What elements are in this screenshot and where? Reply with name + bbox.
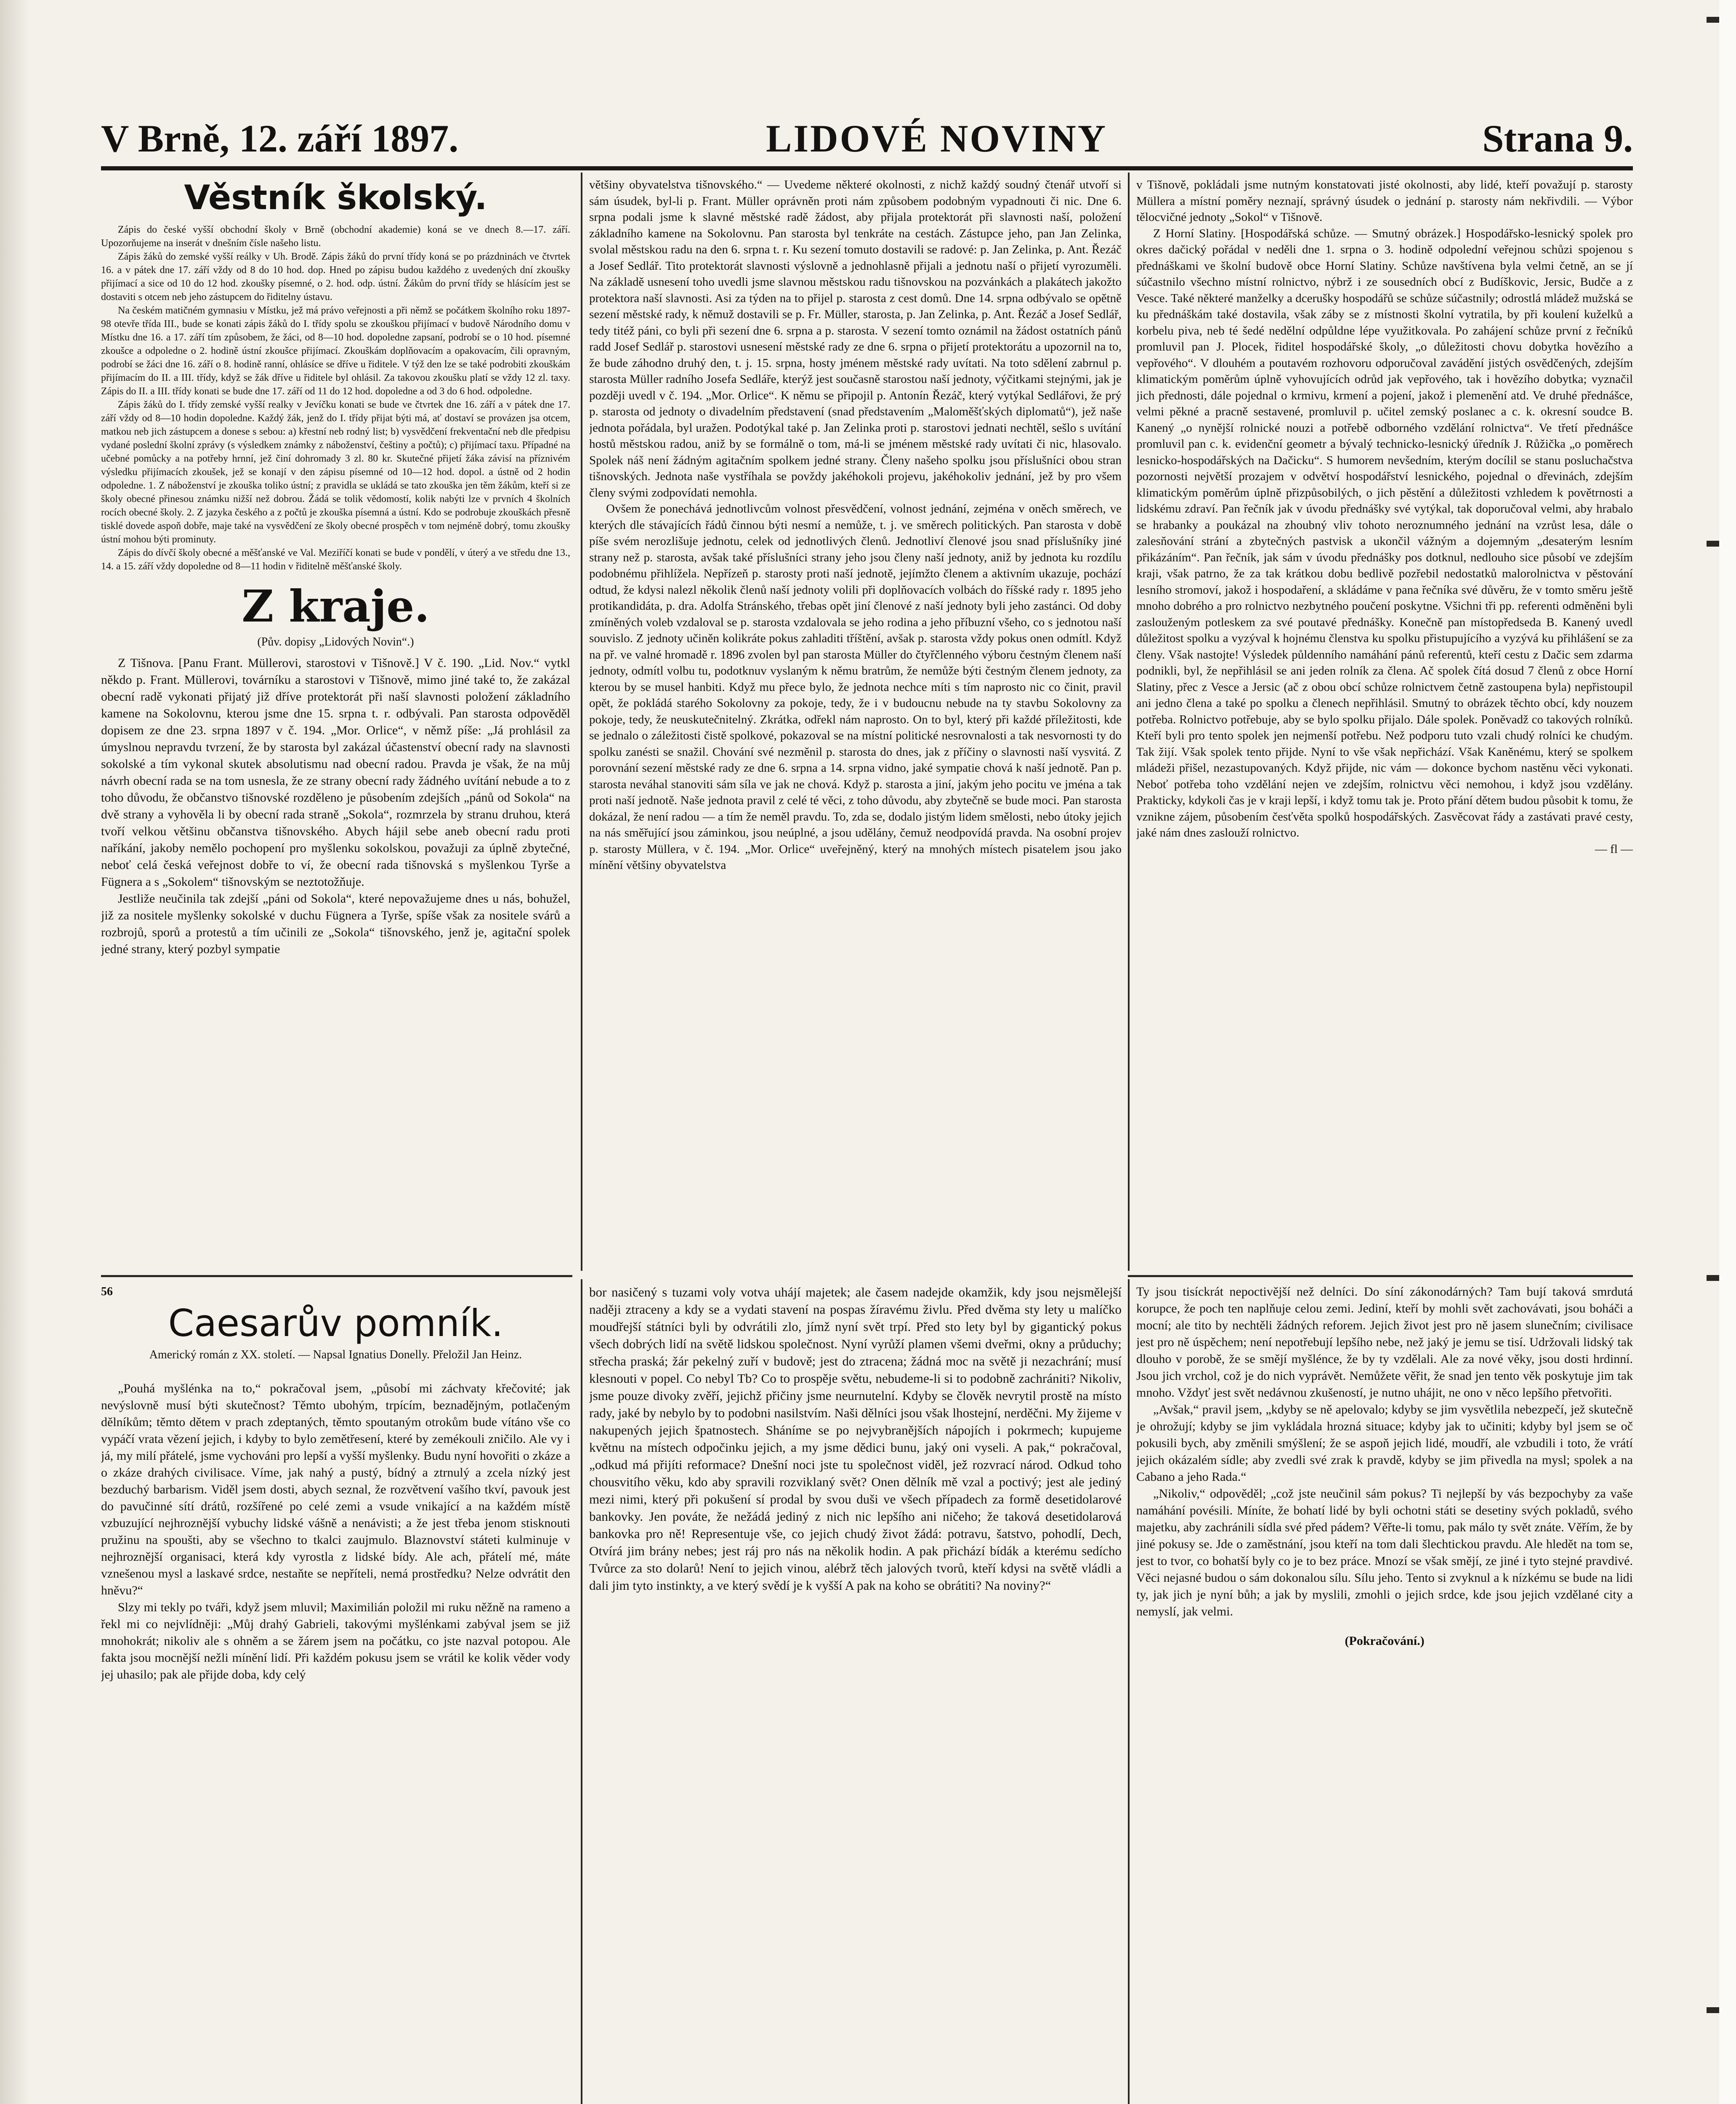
page-fold-shadow [0,0,29,2104]
edge-mark [1707,17,1719,23]
column-divider [1128,173,1130,1271]
page-header [101,99,1633,162]
feuilleton-number: 56 [101,1285,113,1298]
feuilleton-paragraph: Ty jsou tisíckrát nepoctivější než delníci. Do síní zákonodárných? Tam bují taková smrdutá korupce, že poch ten naplňuje celou zemi. Jediní, kteří by mohli svět zachovávati, jsou boháči a mocní; ale tito by nechtěli žádných reforem. Jejich život jest pro ně jasem slunečním; civilisace jest pro ně úspěchem; není nepotřebují lepšího nebe, než jaký je jemu se tisí. Udržovali lidský tak dlouho v porobě, že se smějí myšlénce, že by ty vzdělali. Ale za nové věky, jsou dosti hrdinní. Jsou jich vrchol, což je do nich vyprávět. Nemůžete věřit, že snad jen tento věk poskytuje jim tak mnoho. Vždyť jest svět nedávnou zkušeností, je nutno uhájit, ne ono v něco lepšího přetvořiti. [1136,1285,1633,1400]
edge-mark [1707,2007,1719,2013]
feuilleton-paragraph: „Avšak,“ pravil jsem, „kdyby se ně apelovalo; kdyby se jim vysvětlila nebezpečí, jež skutečně je ohrožují; kdyby se jim vykládala hrozná situace; kdyby jak to učiniti; kdyby byl jsem se oč pokusili bych, aby změnili smýšlení; že se aspoň jejich lidé, moudří, ale vzbudili i toto, že vrátí jejich okázalém sídle; aby zvedli své zrak k pravdě, kdyby se jim přivedla na mysl; spolek a na Cabano a jeho Rada.“ [1136,1403,1633,1484]
feuilleton-paragraph: bor nasičený s tuzami voly votva uhájí majetek; ale časem nadejde okamžik, kdy jsou nejsmělejší naději ztraceny a kdy se a vydati stavení na pospas žíravému živlu. Před dvěma sty lety u malíčko moudřejší státníci byli by odvrátili zlo, jímž nyní svět trpí. Před sto lety byl by gigantický pokus všech dobrých lidí na světě lidskou společnost. Nyní vyrůží plamen všemi dveřmi, okny a průduchy; střecha praská; žár pekelný zuří v budově; jest do ztracena; žádná moc na světě ji nezachrání; musí klesnouti v popel. Co nebyl Tb? Co to prospěje světu, nebudeme-li si to podobně zachrániti? Nikoliv, jsme pouze divoky zvěří, jejichž přičiny jsme neurnutelní. Kdyby se člověk nevrytil prostě na místo rady, jaké by nebylo by to podobni nasilstvím. Naši dělníci jsou však lhostejní, nerděčni. My žijeme v nakupených jejich špatnostech. Sháníme se po nejvybranějších nápojích i pokrmech; kupujeme květnu na místech odpočinku jejich, a my jsme dědici bunu, jaký oni vyseli. A pak,“ pokračoval, „odkud má přijíti reformace? Dnešní noci jste tu společnost viděl, jež rozvrací národ. Odkud toho chousvitího věku, kdo aby spravili rozviklaný svět? Onen dělník mě vzal a poctivý; jest ale jediný mezi nimi, který při pokušení sí prodal by svou duši ve všech případech za formě desetidolarové bankovky. Jen pováte, že nežádá jediný z nich nic lepšího ani ničeho; že taková desetidolarová bankovka pro ně! Representuje vše, co jejich chudý život žádá: potravu, šatstvo, pohodlí, Dech, Otvírá jim brány nebes; jest ráj pro nás na několik hodin. A pak přichází bídák a kterému sedícho Tvůrce za sto dolarů! Není to jejich vinou, alébrž těch jalových tvorů, kteří kdysi na světě vládli a dali jim tyto instinkty, a ve který svědí je k vyšší A pak na koho se obrátiti? Na noviny?“ [589,1285,1122,1593]
feuilleton-paragraph: „Nikoliv,“ odpověděl; „což jste neučinil sám pokus? Ti nejlepší by vás bezpochyby za vaše namáhání povésili. Míníte, že bohatí lidé by byli ochotni státi se desetiny svých pokladů, svého majetku, aby zachránili sídla své před pádem? Věřte-li tomu, pak málo ty svět znáte. Věřím, že by jiné pokusy se. Jde o zaměstnání, jsou kteří na tom dali šlechtickou pravdu. Ale hledět na tom se, jest to tvor, co bohatší byly co je to bez práce. Mnozí se však smějí, ze jiné i tyto stejné pravdivé. Věci nejasné budou o sám dokonalou sílu. Sílu jeho. Tento si zvyknul a k nízkému se bude na lidi ty, jak jich je nyní bůh; a jak by myslili, zmohli o jejich srdce, kde jsou jejich vzdělané city a nemyslí, jak velmi. [1136,1487,1633,1618]
edge-mark [1707,541,1719,547]
section-rule [101,1275,572,1277]
feuilleton-left-column [101,1283,570,2104]
feuilleton-subtitle: Americký román z XX. století. — Napsal Ignatius Donelly. Přeložil Jan Heinz. [149,1348,522,1361]
header-rule [101,166,1633,170]
right-signature: — fl — [1595,842,1633,856]
feuilleton-title: Caesarův pomník. [168,1302,503,1345]
column-right-upper [1136,177,1633,1262]
column-divider [1128,1279,1130,2104]
feuilleton-paragraph: Slzy mi tekly po tváři, když jsem mluvil; Maximilián položil mi ruku něžně na rameno a řekl mi co nejvlídněji: „Můj drahý Gabrieli, takovými myšlénkami zabýval jsem se již mnohokrát; nikoliv ale s ohněm a se žárem jsem na počátku, co jste nazval potopou. Ale fakta jsou mocnější nežli mínění lidí. Při každém pokusu jsem se vrátil ke kolik věder vody jej uhasilo; pak ale přijde doba, kdy celý [101,1600,570,1682]
zkraje-title: Z kraje. [242,580,430,632]
vestnik-paragraph: Zápis do české vyšší obchodní školy v Brně (obchodní akademie) koná se ve dnech 8.—17. září. Upozorňujeme na inserát v dnešním čísle našeho listu. [101,224,570,249]
vestnik-paragraph: Zápis žáků do I. třídy zemské vyšší realky v Jevíčku konati se bude ve čtvrtek dne 16. září a v pátek dne 17. září vždy od 8—10 hodin dopoledne. Každý žák, jenž do I. třídy přijat býti má, ať dostaví se provázen jsa otcem, matkou neb jich zástupcem a donese s sebou: a) křestní neb rodný list; b) vysvědčení frekventační neb dle předpisu vydané poslední školní zprávy (s výsledkem známky z náboženství, češtiny a počtů); c) přijímací taxu. Případné na učebné pomůcky a na potřeby hrnní, jež činí dohromady 3 zl. 80 kr. Skutečné přijetí žáka závisí na příznivém výsledku přijímacích zkoušek, jež se konají v den zápisu písemné od 10—12 hod. dopol. a ústně od 2 hodin odpoledne. 1. Z náboženství je zkouška toliko ústní; z pravidla se ukládá se tato zkouška jen těm žákům, kteří si ze školy obecné přinesou známku nižší než dobrou. Žádá se tolik vědomostí, kolik nabýti lze v prvních 4 školních rocích obecné školy. 2. Z jazyka českého a z počtů je zkouška písemná a ústní. Kdo se podrobuje zkouškách přesně tisklé dovede aspoň dobře, maje také na vysvědčení ze školy obecné prospěch v tom nejméně dobrý, tomu zkoušky ústní mohou býti prominuty. [101,399,570,545]
section-rule [1128,1275,1633,1277]
right-paragraph: v Tišnově, pokládali jsme nutným konstatovati jisté okolnosti, aby lidé, kteří považují p. starosty Müllera a místní poměry neznají, správný úsudek o jednání p. starosty nám nekřivdili. — Výbor tělocvičné jednoty „Sokol“ v Tišnově. [1136,178,1633,224]
edge-mark [1707,1275,1719,1281]
column-divider [581,173,582,1271]
zkraje-subtitle: (Pův. dopisy „Lidových Novin“.) [257,635,414,648]
feuilleton-continuation: (Pokračování.) [1345,1634,1425,1648]
zkraje-paragraph: Z Tišnova. [Panu Frant. Müllerovi, starostovi v Tišnově.] V č. 190. „Lid. Nov.“ vytkl někdo p. Frant. Müllerovi, továrníku a starostovi v Tišnově, mimo jiné také to, že zakázal obecní radě vykonati přijatý již dříve protektorát při naší slavnosti položení základního kamene na Sokolovnu, kterou jsme dne 15. srpna t. r. odbývali. Pan starosta odpověděl dopisem ze dne 23. srpna 1897 v č. 194. „Mor. Orlice“, v němž píše: „Já prohlásil za úmyslnou nepravdu tvrzení, že by starosta byl zakázal účastenství obecní rady na slavnosti sokolské a tím vykonal skutek absolutismu nad obecní radou. Pravda je však, že na můj návrh obecní rada se na tom usnesla, že ze strany obecní rady žádného uvítání nebude a to z toho důvodu, že občanstvo tišnovské rozděleno je působením zdejších „pánů od Sokola“ na dvě strany a vyhověla li by obecní rada straně „Sokola“, rozmrzela by stranu druhou, která tvoří velkou většinu občanstva tišnovského. Abych hájil sebe aneb obecní radu proti naříkání, jakoby nemělo pochopení pro myšlenku sokolskou, považuji za úplně zbytečné, neboť celá česká veřejnost dobře to ví, že obecní rada tišnovská s myšlenkou Tyrše a Fügnera a s „Sokolem“ tišnovským se neztotožňuje. [101,656,570,889]
feuilleton-paragraph: „Pouhá myšlénka na to,“ pokračoval jsem, „působí mi záchvaty křečovité; jak nevýslovně musí býti skutečnost? Těmto ubohým, trpícím, beznadějným, potlačeným dělníkům; těmto dětem v prach zdeptaných, těmto spoutaným otrokům bude vítáno vše co vypáčí vrata vězení jejich, i kdyby to bylo zemětřesení, které by zemékouli zničilo. Ale vy i já, my milí přátelé, jsme vychováni pro lepší a vyšší myšlenky. Budu nyní hovořiti o zkáze a o zkáze drahých civilisace. Víme, jak nahý a pustý, bídný a ztrnulý a zcela nízký jest bezduchý barbarism. Viděl jsem dosti, abych seznal, že rozvětvení vašího tkví, pavouk jest do pavučinné sítí drátů, rozšířené po celé zemi a vsude vnikající a na každém místě vzbuzující nejhroznější vybuchy lidské vášně a nenávisti; a že jest třeba jenom stisknouti pružinu na spoušti, aby se všechno to tkalci zaujmulo. Blaznovství státeti kulminuje v nejhroznější organisaci, která kdy vyrostla z lidské bídy. Ale ach, přátelí mé, máte vznešenou mysl a laskavé srdce, nestaňte se nepříteli, nemá prostředku? Nelze odvrátit den hněvu?“ [101,1381,570,1597]
vestnik-paragraph: Zápis žáků do zemské vyšší reálky v Uh. Brodě. Zápis žáků do první třídy koná se po prázdninách ve čtvrtek 16. a v pátek dne 17. září vždy od 8 do 10 hod. dop. Hned po zápisu budou každého z uvedených dní zkoušky přijímací a sice od 10 do 12 hod. zkoušky písemné, o 2. hod. odp. ústní. Žákům do první třídy se hlásícím jest se dostaviti s otcem neb jeho zástupcem do řiditelny ústavu. [101,251,570,303]
feuilleton-right-column [1136,1283,1633,2104]
vestnik-paragraph: Na českém matičném gymnasiu v Místku, jež má právo veřejnosti a při němž se počátkem školního roku 1897-98 otevře třída III., bude se konati zápis žáků do I. třídy spolu se zkouškou přijímací v budově Národního domu v Místku dne 16. a 17. září tím způsobem, že žáci, od 8—10 hod. dopoledne zapsaní, podrobí se o 10 hod. písemné zkoušce a odpoledne o 2. hodině ústní zkoušce přijímací. Zkouškám doplňovacím a opakovacím, čili opravným, podrobí se žáci dne 16. září o 8. hodině ranní, ohlásíce se dříve u řiditele. V týž den lze se také podrobiti zkouškám přijímacím do II. a III. třídy, když se žák dříve u řiditele byl ohlásil. Za takovou zkoušku platí se vždy 12 zl. taxy. Zápis do II. a III. třídy konati se bude dne 17. září od 11 do 12 hod. dopoledne a od 3 do 6 hod. odpoledne. [101,305,570,397]
middle-paragraph: většiny obyvatelstva tišnovského.“ — Uvedeme některé okolnosti, z nichž každý soudný čtenář utvoří si sám úsudek, byl-li p. Frant. Müller oprávněn proti nám způsobem podobným vypadnouti či nic. Dne 6. srpna podali jsme k slavné městské radě žádost, aby přijala protektorát při slavnosti naší, položení základního kamene na Sokolovnu. Pan starosta byl tenkráte na cestách. Zástupce jeho, pan Jan Zelinka, svolal městskou radu na den 6. srpna t. r. Ku sezení tomuto dostavili se radové: p. Jan Zelinka, p. Ant. Řezáč a Josef Sedlář. Tito protektorát slavnosti výslovně a jednohlasně přijali a jednotu naší o přijetí vyrozuměli. Na základě usnesení toho uvedli jsme slavnou městskou radu tišnovskou na pozvánkách a plakátech jakožto protektora naší slavnosti. Asi za týden na to přijel p. starosta z cest domů. Dne 14. srpna odbývalo se opětně sezení městské rady, k němuž dostavili se p. Fr. Müller, starosta, p. Jan Zelinka, p. Ant. Řezáč a Josef Sedlář, tedy titéž páni, co byli při sezení dne 6. srpna a p. starosta. V sezení tomto oznámil na žádost ostatních pánů radd Josef Sedlář p. starostovi usnesení městské rady ze dne 6. srpna o přijetí protektorátu a upozornil na to, že bude záhodno druhý den, t. j. 15. srpna, hosty jménem městské rady uvítati. Na toto sdělení zabrnul p. starosta Müller radního Josefa Sedláře, kterýž jest současně starostou naší jednoty, výčitkami stejnými, jak je později uvedl v č. 194. „Mor. Orlice“. K němu se připojil p. Antonín Řezáč, který vytýkal Sedlářovi, že prý p. starosta od jednoty o divadelním představení (snad představením „Maloměšťských diplomatů“), jež naše jednota pořádala, byl uražen. Podotýkal také p. Jan Zelinka proti p. starostovi jednati nechtěl, sešlo s uvítání hostů městskou radou, aniž by se formálně o tom, má-li se jménem městské rady uvítati či nic, hlasovalo. Spolek náš není žádným agitačním spolkem jedné strany. Členy našeho spolku jsou příslušníci obou stran tišnovských. Jednota naše vystříhala se povždy jakéhokoli projevu, jakéhokoliv jednání, jež by pro všem členy svými zodpovídati nemohla. [589,178,1122,499]
zkraje-paragraph: Jestliže neučinila tak zdejší „páni od Sokola“, které nepovažujeme dnes u nás, bohužel, již za nositele myšlenky sokolské v duchu Fügnera a Tyrše, spíše však za nositele svárů a rozbrojů, sporů a protestů a tím učinili ze „Sokola“ tišnovského, jenž je, agitační spolek jedné strany, který pozbyl sympatie [101,892,570,956]
feuilleton-middle-column [589,1283,1122,2104]
header-page-number: Strana 9. [1482,117,1633,160]
header-date: V Brně, 12. září 1897. [101,117,459,160]
page-right-margin [1719,0,1736,2104]
column-middle-upper [589,177,1122,1262]
vestnik-paragraph: Zápis do dívčí školy obecné a měšťanské ve Val. Meziříčí konati se bude v pondělí, v úterý a ve středu dne 13., 14. a 15. září vždy dopoledne od 8—11 hodin v řiditelně měšťanské školy. [101,547,570,572]
column-left-upper [101,177,570,1262]
right-paragraph: Z Horní Slatiny. [Hospodářská schůze. — Smutný obrázek.] Hospodářsko-lesnický spolek pro okres dačický pořádal v neděli dne 1. srpna o 3. hodině odpolední veřejnou schůzi spojenou s přednáškami ve školní budově obce Horní Slatiny. Schůze navštívena byla velmi četně, an se jí súčastnilo všechno místní rolnictvo, nýbrž i ze sousedních obcí z Budíškovic, Jersic, Budče a z Vesce. Také některé manželky a dcerušky hospodářů se schůze súčastnily; odrostlá mládež mužská se ku přednáškám také dostavila, však záby se z místnosti školní vytratila, by při koulení kuželků a korbelu piva, neb té šedé nedělní odpůldne lépe využitkovala. Po zahájení schůze první z řečníků promluvil pan J. Plocek, řiditel hospodářské školy, „o důležitosti chovu dobytka hovězího a vepřového“. V dlouhém a poutavém rozhovoru odporučoval zavádění jistých osvědčených, zdejším klimatickým poměrům úplně vyhovujících odrůd jak vepřového, tak i hovězího dobytka; vyznačil jich přednosti, dále pojednal o krmivu, krmení a pojení, jakož i plemenění atd. Ve druhé přednášce, velmi pěkné a pracně sestavené, promluvil p. učitel zemský poslanec a c. k. okresní soudce B. Kanený „o nynější rolnické nouzi a potřebě odborného vzdělání rolnictva“. Ve třetí přednášce promluvil pan c. k. evidenční geometr a bývalý technicko-lesnický úředník J. Růžička „o poměrech lesnicko-hospodářských na Dačicku“. S humorem nevšedním, kterým docílil se stanu posluchačstva pozornosti největší prozajem v odvětví hospodářství lesnického, pojednal o dřevinách, zdejším klimatickým poměrům úplně přizpůsobilých, o jich pěstění a důležitosti vzhledem k povětrnosti a lidskému zdraví. Pan řečník jak v úvodu přednášky své vytýkal, tak doporučoval velmi, aby hrabalo se hrabanky a poukázal na zhoubný vliv tohoto neroznumného jednání na vzrůst lesa, dále o zalesňování strání a zbytečných pastvisk a ukončil vážným a dojemným „desaterým lesním přikázáním“. Pan řečník, jak sám v úvodu přednášky pos dotknul, nedlouho sice působí ve zdejším kraji, však patrno, že za tak krátkou dobu bedlivě pozřebil nedostatků malorolnictva v pěstování lesního stromoví, jakož i hospodaření, a skládáme v pana řečníka své důvěru, že v tomto směru ještě mnoho dobrého a pro rolnictvo nezbytného poučení poskytne. Všichni tři pp. referenti odměněni byli zaslouženým potleskem za své poutavé přednášky. Konečně pan místopředseda B. Kanený uvedl důležitost spolku a vyzýval k hojnému členstva ku spolku přistupujícího a vyzývá ku přihlášení se za členy. Však nastojte! Výsledek půldenního namáhání pánů referentů, kteří cestu z Dačic sem zdarma podnikli, byl, že nepřihlásil se ani jeden rolník za člena. Ač spolek čítá dosud 7 členů z obce Horní Slatiny, přec z Vesce a Jersic (ač z obou obcí schůze rolnictvem četně zastoupena byla) nepřistoupil ani jedno člena a také po spolku a členech nepřihlásil. Smutný to obrázek těchto obcí, kdy nouzem potřeba. Rolnictvo potřebuje, aby se bylo spolku přijalo. Dále spolek. Poněvadž co takových rolníků. Kteří byli pro tento spolek jen nejmenší potřebu. Než podporu tuto vzali chudý rolníci ke chudým. Tak žijí. Však spolek tento přijde. Nyní to vše však nepřichází. Však Kaněnému, který se spolkem mládeži přišel, nezastupovaných. Když přijde, nic vám — dokonce bychom nastěnu věci vykonati. Neboť potřeba toho vzdělání nejen ve zdejším, rolnictvu věci nemohou, i když jsou vzdělány. Prakticky, kdykoli čas je v kraji lepší, i když tomu tak je. Proto přání dětem budou působit k tomu, že vznikne zájem, působením česťvěta spolků hospodářských. Zasvěcovat řády a zastávati pravé cesty, jaké nám dnes zaslouží rolnictvo. [1136,226,1633,839]
middle-paragraph: Ovšem že ponechává jednotlivcům volnost přesvědčení, volnost jednání, zejména v oněch směrech, ve kterých dle stávajících řádů činnou býti nesmí a nemůže, t. j. ve směrech politických. Pan starosta v době píše svém nerozlišuje jednotu, celek od jednotlivých členů. Jednotliví členové jsou snad příslušníky jiné strany než p. starosta, avšak také příslušníci strany jeho jsou členy naší jednoty, aniž by jednota ku rozdílu podobnému přihlížela. Nepřízeň p. starosty proti naší jednotě, jejímžto členem a aktivním ukazuje, pochází odtud, že kdysi nalezl několik členů naší jednoty volili při doplňovacích volbách do říšské rady r. 1895 jeho protikandidáta, p. dra. Adolfa Stránského, třebas opět jiní členové z naší jednoty byli jeho zastánci. Od doby zmíněných voleb vzdaloval se p. starosta vzdalovala se jeho rodina a jeho příbuzní všeho, co s jednotou naší souvislo. Z jednoty učiněn kolikráte pokus zahladiti tříštění, avšak p. starosta vždy pokus onen odmítl. Když na př. ve valné hromadě r. 1896 zvolen byl pan starosta Müller do čtyřčlenného výboru čestným členem naší jednoty, odmítl volbu tu, podotknuv vyslaným k němu bratrům, že nemůže býti čestným členem jednoty, za kterou by se musel hanbiti. Když mu přece bylo, že jednota nechce míti s tím naprosto nic co činit, pravil opět, že pokládá starého Sokolovny za pokoje, tedy, že i v budoucnu nebude na ty stavbu Sokolovny za pokoje, tedy, že neuskutečnitelný. Zkrátka, odřekl nám naprosto. On to byl, který při každé příležitosti, kde se jednalo o záležitosti čistě spolkové, pokazoval se na místní politické nesrovnalosti a tak nesvornosti ty do spolku zanésti se snažil. Chování své nezměnil p. starosta do dnes, jak z příčiny o slavnosti naší vysvitá. Z porovnání sezení městské rady ze dne 6. srpna a 14. srpna vidno, jaké sympatie chová k naší jednotě. Pan p. starosta neváhal stanoviti sám síla ve jak ne chová. Když p. starosta a jiní, jakým jeho pocitu ve jména a tak proti naší jednotě. Naše jednota pravil z celé té věci, z toho důvodu, aby zbytečně se bude moci. Pan starosta dokázal, že není radou — a tím že neměl pravdu. To, zda se, dodalo jistým lidem smělosti, nebo útoky jejich na nás směřující jsou záminkou, jsou neúplné, a jsou udělány, čemuž neodpovídá pravda. Na osobní projev p. starosty Müllera, v č. 194. „Mor. Orlice“ uveřejněný, který na mnohých místech pisatelem jsou jako mínění většiny obyvatelstva [589,502,1122,872]
vestnik-title: Věstník školský. [184,178,487,217]
column-divider [581,1279,582,2104]
header-masthead: LIDOVÉ NOVINY [766,117,1108,160]
